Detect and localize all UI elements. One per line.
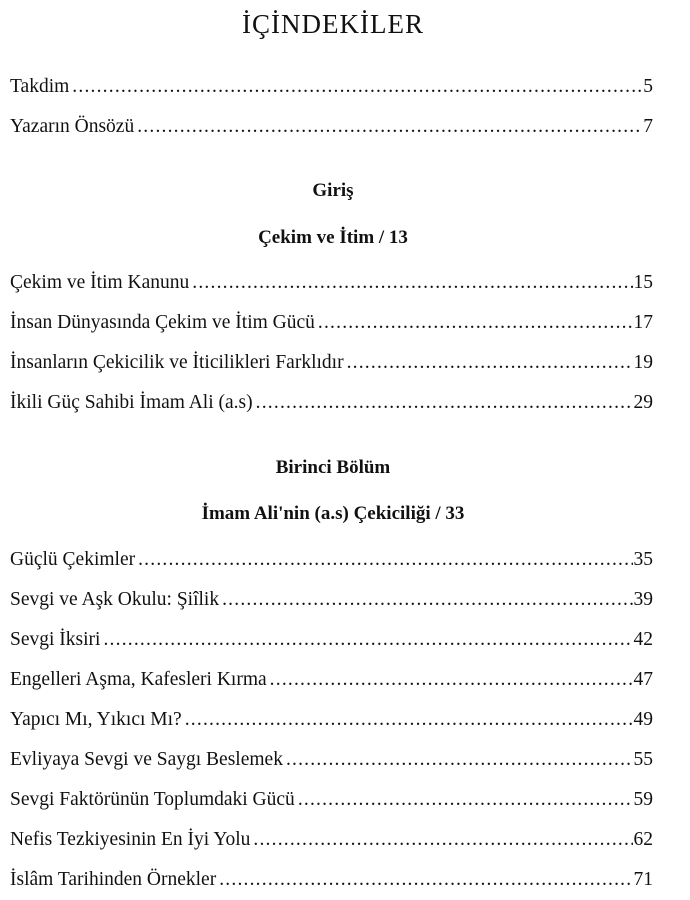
dot-leader [318, 310, 633, 336]
toc-entry-page: 39 [633, 589, 653, 610]
toc-entry[interactable] [10, 867, 653, 893]
toc-entry-page: 35 [633, 549, 653, 570]
dot-leader [219, 867, 632, 893]
toc-entry[interactable] [10, 667, 653, 693]
dot-leader [222, 587, 632, 613]
toc-entry-page: 5 [643, 76, 653, 97]
toc-entry-label: Evliyaya Sevgi ve Saygı Beslemek [10, 749, 283, 770]
toc-entry-label: Güçlü Çekimler [10, 549, 136, 570]
toc-entry-page: 49 [633, 709, 653, 730]
toc-entry[interactable] [10, 547, 653, 573]
toc-entry-label: Sevgi İksiri [10, 629, 101, 650]
toc-entry-page: 17 [633, 312, 653, 333]
toc-entry[interactable] [10, 390, 653, 416]
toc-entry-label: Sevgi Faktörünün Toplumdaki Gücü [10, 789, 295, 810]
toc-entry-label: İnsanların Çekicilik ve İticilikleri Farklıdır [10, 352, 344, 373]
toc-entry-page: 42 [633, 629, 653, 650]
toc-entry-label: Takdim [10, 76, 70, 97]
dot-leader [253, 827, 632, 853]
toc-entry-page: 47 [633, 669, 653, 690]
toc-entry-page: 55 [633, 749, 653, 770]
section-subheading: Çekim ve İtim / 13 [258, 227, 408, 248]
toc-entry-page: 19 [633, 352, 653, 373]
toc-entry-page: 62 [633, 829, 653, 850]
toc-entry-label: İnsan Dünyasında Çekim ve İtim Gücü [10, 312, 315, 333]
toc-entry[interactable] [10, 627, 653, 653]
toc-entry-page: 71 [633, 869, 653, 890]
toc-entry-label: Çekim ve İtim Kanunu [10, 272, 190, 293]
dot-leader [286, 747, 633, 773]
toc-entry-page: 59 [633, 789, 653, 810]
toc-entry[interactable] [10, 587, 653, 613]
dot-leader [298, 787, 633, 813]
toc-entry-page: 15 [633, 272, 653, 293]
toc-entry-label: İkili Güç Sahibi İmam Ali (a.s) [10, 392, 253, 413]
toc-entry[interactable] [10, 707, 653, 733]
toc-entry[interactable] [10, 74, 653, 100]
dot-leader [256, 390, 633, 416]
toc-entry-label: Yazarın Önsözü [10, 116, 135, 137]
page-title: İÇİNDEKİLER [242, 9, 424, 39]
dot-leader [138, 547, 632, 573]
dot-leader [192, 270, 632, 296]
toc-entry[interactable] [10, 270, 653, 296]
section-subheading: İmam Ali'nin (a.s) Çekiciliği / 33 [201, 503, 465, 524]
toc-entry[interactable] [10, 787, 653, 813]
toc-entry-label: Engelleri Aşma, Kafesleri Kırma [10, 669, 267, 690]
toc-entry[interactable] [10, 114, 653, 140]
dot-leader [185, 707, 633, 733]
toc-entry-label: Sevgi ve Aşk Okulu: Şiîlik [10, 589, 220, 610]
toc-entry-page: 29 [633, 392, 653, 413]
toc-entry-label: Yapıcı Mı, Yıkıcı Mı? [10, 709, 182, 730]
toc-entry[interactable] [10, 350, 653, 376]
dot-leader [270, 667, 633, 693]
toc-entry[interactable] [10, 310, 653, 336]
toc-entry[interactable] [10, 827, 653, 853]
toc-entry[interactable] [10, 747, 653, 773]
dot-leader [103, 627, 632, 653]
toc-entry-label: İslâm Tarihinden Örnekler [10, 869, 217, 890]
section-heading: Giriş [312, 180, 354, 201]
dot-leader [72, 74, 642, 100]
toc-entry-page: 7 [643, 116, 653, 137]
toc-entry-label: Nefis Tezkiyesinin En İyi Yolu [10, 829, 251, 850]
dot-leader [137, 114, 642, 140]
dot-leader [347, 350, 633, 376]
section-heading: Birinci Bölüm [275, 457, 391, 478]
